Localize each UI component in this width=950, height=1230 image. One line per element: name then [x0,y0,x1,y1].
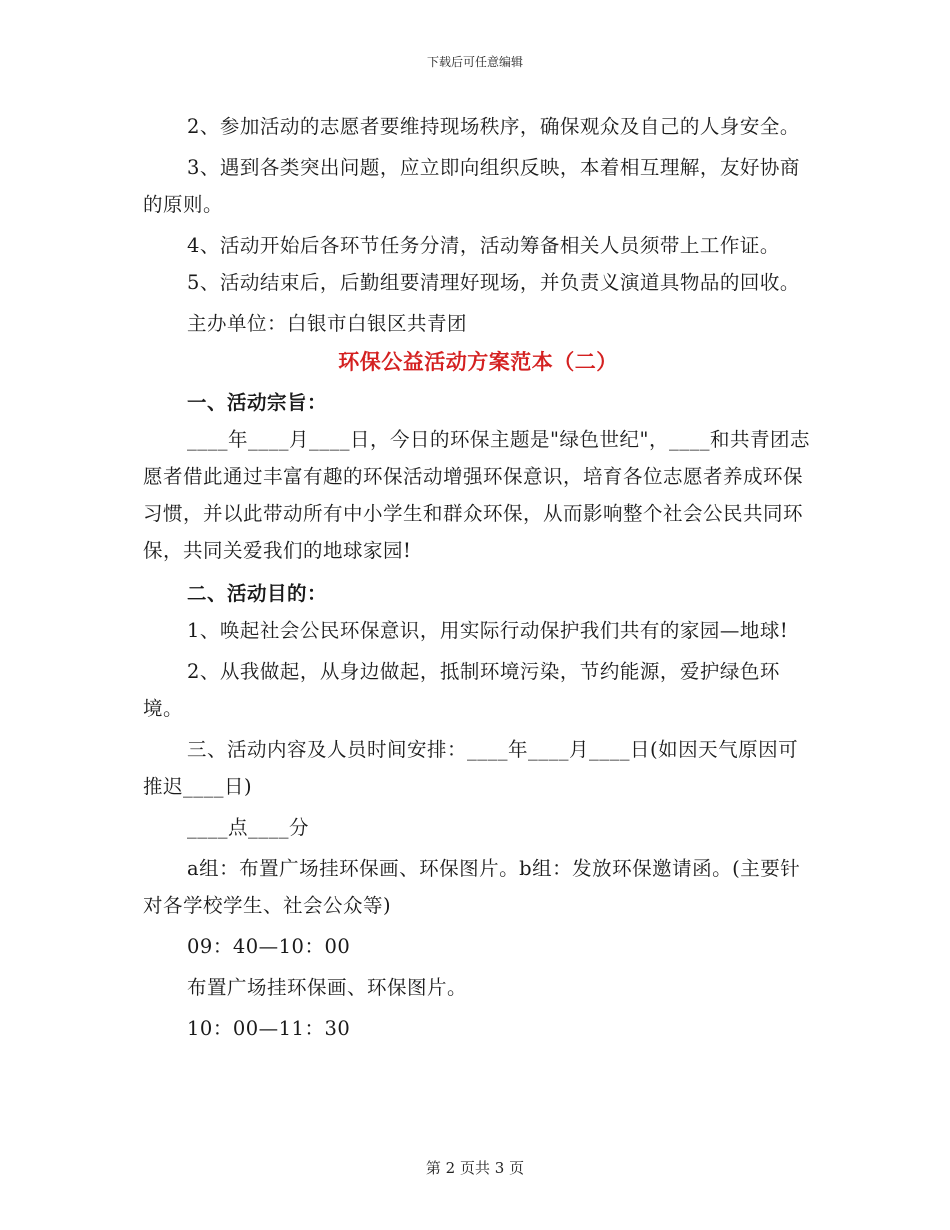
rule-4: 4、活动开始后各环节任务分清，活动筹备相关人员须带上工作证。 [187,234,780,257]
purpose-paragraph: ____年____月____日，今日的环保主题是"绿色世纪"，____和共青团志愿者借此通过丰富有趣的环保活动增强环保意识，培育各位志愿者养成环保习惯，并以此带动所有中小学生和群众环保，从而影响整个社会公民共同环保，共同关爱我们的地球家园! [143,428,810,562]
time-slot-1: 09：40—10：00 [187,935,351,958]
page-header: 下载后可任意编辑 [426,55,523,69]
heading-purpose: 一、活动宗旨： [187,391,328,414]
section-title: 环保公益活动方案范本（二） [338,349,618,374]
time-slot-2: 10：00—11：30 [187,1017,351,1040]
time-slot-blank: ____点____分 [187,816,310,839]
goal-1: 1、唤起社会公民环保意识，用实际行动保护我们共有的家园—地球! [187,619,789,642]
goal-2: 2、从我做起，从身边做起，抵制环境污染，节约能源，爱护绿色环境。 [143,660,780,720]
group-tasks: a组：布置广场挂环保画、环保图片。b组：发放环保邀请函。(主要针对各学校学生、社会公众等) [143,857,801,917]
document-body [143,108,813,1047]
rule-2: 2、参加活动的志愿者要维持现场秩序，确保观众及自己的人身安全。 [187,115,800,138]
task-decorate: 布置广场挂环保画、环保图片。 [187,976,468,999]
rule-3: 3、遇到各类突出问题，应立即向组织反映，本着相互理解，友好协商的原则。 [143,156,800,216]
page-footer: 第 2 页共 3 页 [425,1159,525,1177]
organizer-line: 主办单位：白银市白银区共青团 [187,312,468,335]
schedule-heading: 三、活动内容及人员时间安排：____年____月____日(如因天气原因可推迟____日) [143,738,799,798]
rule-5: 5、活动结束后，后勤组要清理好现场，并负责义演道具物品的回收。 [187,271,800,294]
heading-goals: 二、活动目的： [187,582,328,605]
